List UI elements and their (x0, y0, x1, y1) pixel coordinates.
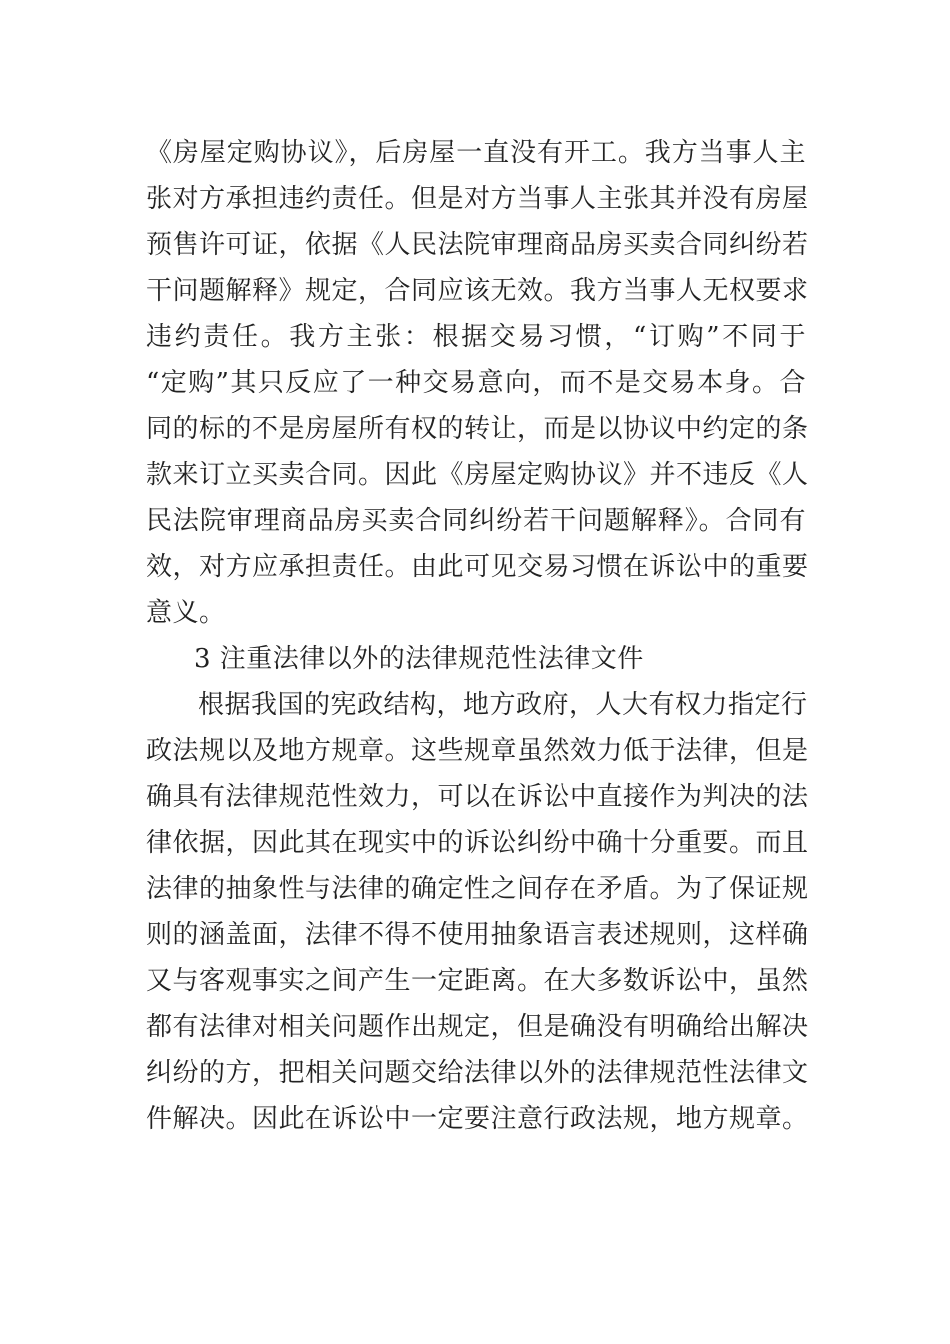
paragraph-line: 律依据，因此其在现实中的诉讼纠纷中确十分重要。而且 (146, 828, 809, 858)
paragraph-line: 《房屋定购协议》，后房屋一直没有开工。我方当事人主 (146, 138, 806, 168)
paragraph-line: 法律的抽象性与法律的确定性之间存在矛盾。为了保证规 (146, 874, 809, 904)
paragraph-line: 民法院审理商品房买卖合同纠纷若干问题解释》。合同有 (146, 506, 806, 536)
paragraph-line: 违约责任。我方主张：根据交易习惯，“订购”不同于 (146, 322, 806, 352)
paragraph-line: 则的涵盖面，法律不得不使用抽象语言表述规则，这样确 (146, 920, 809, 950)
paragraph-line: 预售许可证，依据《人民法院审理商品房买卖合同纠纷若 (146, 230, 809, 260)
paragraph-line: 意义。 (146, 598, 226, 628)
paragraph-line: 根据我国的宪政结构，地方政府，人大有权力指定行 (198, 690, 808, 720)
paragraph-line: 张对方承担违约责任。但是对方当事人主张其并没有房屋 (146, 184, 809, 214)
paragraph-line: 纠纷的方，把相关问题交给法律以外的法律规范性法律文 (146, 1058, 809, 1088)
section-heading: 3 注重法律以外的法律规范性法律文件 (194, 644, 644, 674)
paragraph-line: “定购”其只反应了一种交易意向，而不是交易本身。合 (146, 368, 806, 398)
paragraph-line: 又与客观事实之间产生一定距离。在大多数诉讼中，虽然 (146, 966, 809, 996)
paragraph-line: 款来订立买卖合同。因此《房屋定购协议》并不违反《人 (146, 460, 809, 490)
paragraph-line: 同的标的不是房屋所有权的转让，而是以协议中约定的条 (146, 414, 809, 444)
paragraph-line: 都有法律对相关问题作出规定，但是确没有明确给出解决 (146, 1012, 809, 1042)
paragraph-line: 确具有法律规范性效力，可以在诉讼中直接作为判决的法 (146, 782, 809, 812)
paragraph-line: 政法规以及地方规章。这些规章虽然效力低于法律，但是 (146, 736, 809, 766)
paragraph-line: 件解决。因此在诉讼中一定要注意行政法规，地方规章。 (146, 1104, 809, 1134)
paragraph-line: 干问题解释》规定，合同应该无效。我方当事人无权要求 (146, 276, 809, 306)
paragraph-line: 效，对方应承担责任。由此可见交易习惯在诉讼中的重要 (146, 552, 809, 582)
